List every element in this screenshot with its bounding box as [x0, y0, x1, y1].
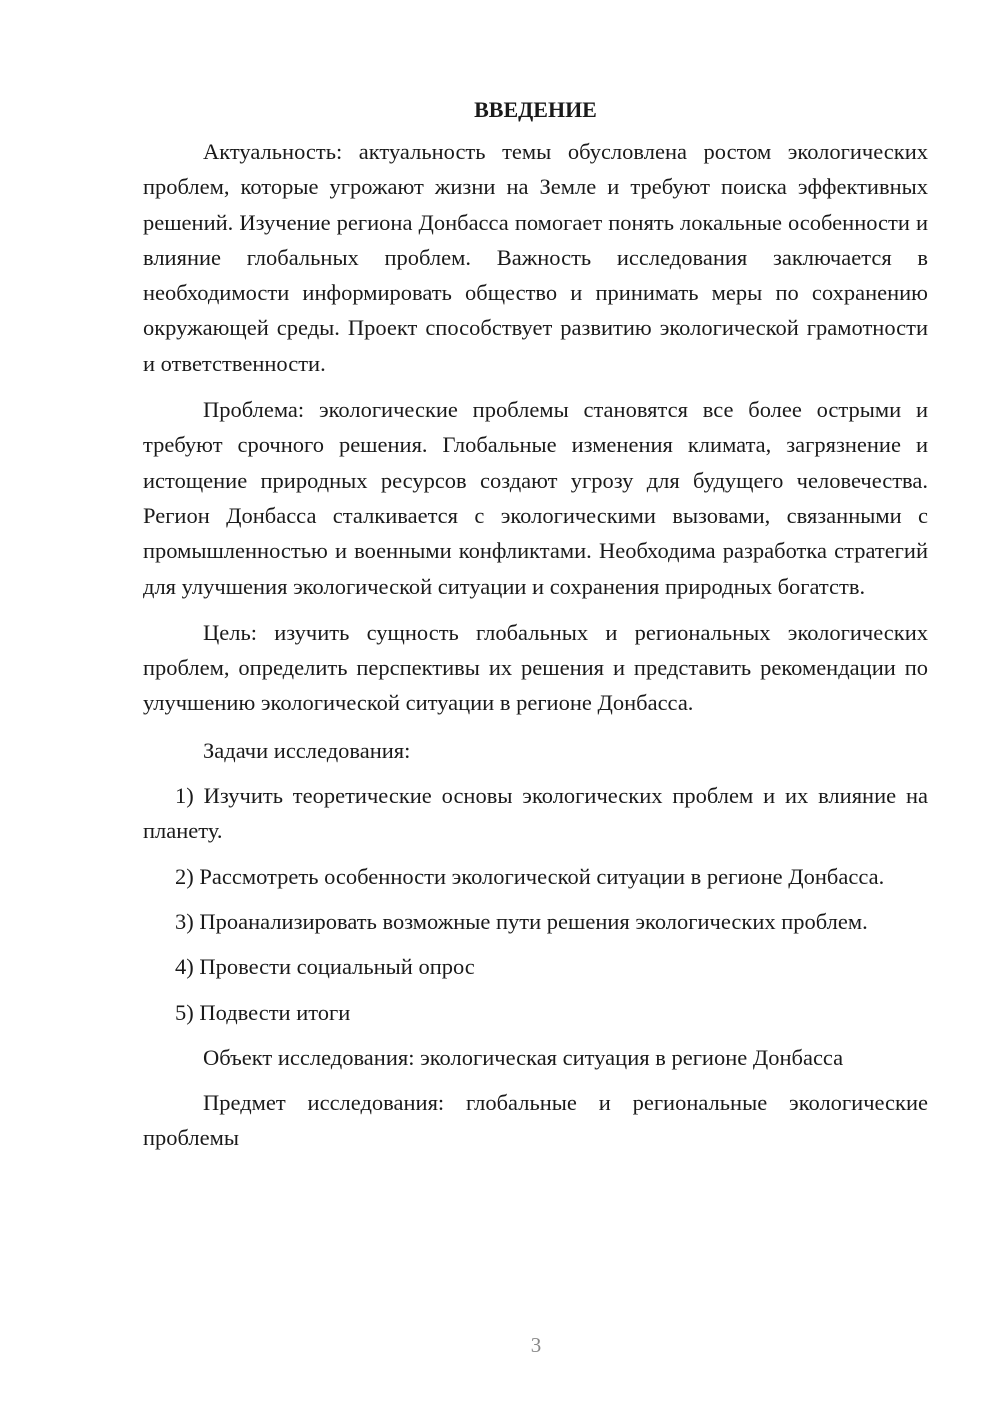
task-item-4: 4) Провести социальный опрос: [175, 954, 475, 980]
tasks-heading: Задачи исследования:: [203, 737, 411, 763]
task-item-3: 3) Проанализировать возможные пути решения экологических проблем.: [175, 908, 868, 934]
problem-paragraph: Проблема: экологические проблемы становятся все более острыми и требуют срочного решения. Глобальные изменения климата, загрязнение и истощение природных ресурсов создают угрозу для будущего человечества. Регион Донбасса сталкивается с экологическими вызовами, связанными с промышленностью и военными конфликтами. Необходима разработка стратегий для улучшения экологической ситуации и сохранения природных богатств.: [143, 397, 928, 599]
document-body: [143, 94, 928, 1166]
goal-paragraph: Цель: изучить сущность глобальных и региональных экологических проблем, определить перспективы их решения и представить рекомендации по улучшению экологической ситуации в регионе Донбасса.: [143, 619, 928, 716]
research-subject: Предмет исследования: глобальные и региональные экологические проблемы: [143, 1090, 928, 1151]
relevance-paragraph: Актуальность: актуальность темы обусловлена ростом экологических проблем, которые угрожают жизни на Земле и требуют поиска эффективных решений. Изучение региона Донбасса помогает понять локальные особенности и влияние глобальных проблем. Важность исследования заключается в необходимости информировать общество и принимать меры по сохранению окружающей среды. Проект способствует развитию экологической грамотности и ответственности.: [143, 139, 928, 376]
task-item-2: 2) Рассмотреть особенности экологической ситуации в регионе Донбасса.: [175, 863, 885, 889]
research-object: Объект исследования: экологическая ситуация в регионе Донбасса: [203, 1044, 844, 1070]
task-item-5: 5) Подвести итоги: [175, 999, 351, 1025]
page-title: ВВЕДЕНИЕ: [474, 97, 597, 122]
page-number: 3: [530, 1333, 542, 1357]
task-item-1: 1) Изучить теоретические основы экологических проблем и их влияние на планету.: [143, 783, 928, 844]
